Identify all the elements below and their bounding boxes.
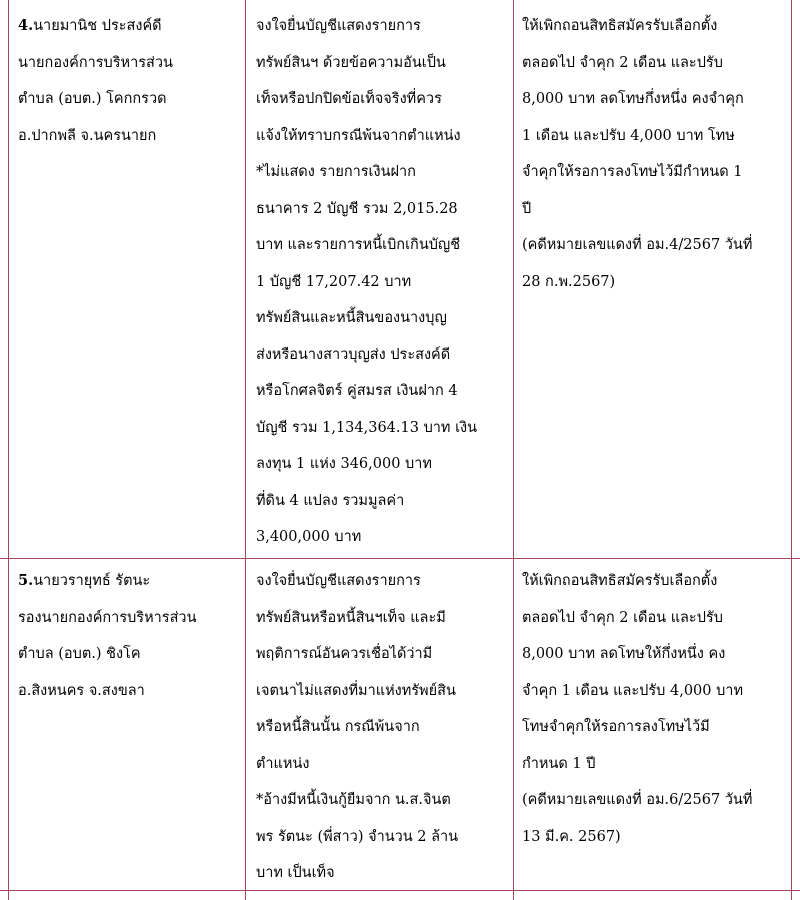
row-4-offense-line-10: ส่งหรือนางสาวบุญส่ง ประสงค์ดี bbox=[256, 346, 451, 363]
row-4-penalty-line-7: (คดีหมายเลขแดงที่ อม.4/2567 วันที่ bbox=[522, 237, 753, 253]
row-4-offense-line-2: ทรัพย์สินฯ ด้วยข้อความอันเป็น bbox=[256, 54, 446, 71]
row-4-offense-line-14: ที่ดิน 4 แปลง รวมมูลค่า bbox=[256, 492, 405, 509]
row-4-offense-line-6: ธนาคาร 2 บัญชี รวม 2,015.28 bbox=[256, 200, 458, 217]
row-5-offense-line-8: พร รัตนะ (พี่สาว) จำนวน 2 ล้าน bbox=[256, 828, 459, 845]
row-5-penalty-line-2: ตลอดไป จำคุก 2 เดือน และปรับ bbox=[522, 609, 723, 626]
row-5-name-line-4: อ.สิงหนคร จ.สงขลา bbox=[18, 682, 145, 699]
row-5-offense-cell bbox=[256, 563, 458, 892]
row-4-offense-line-1: จงใจยื่นบัญชีแสดงรายการ bbox=[256, 18, 421, 34]
row-5-penalty-line-1: ให้เพิกถอนสิทธิสมัครรับเลือกตั้ง bbox=[522, 573, 718, 589]
row-5-offense-line-2: ทรัพย์สินหรือหนี้สินฯเท็จ และมี bbox=[256, 609, 446, 626]
row-5-penalty-line-6: กำหนด 1 ปี bbox=[522, 755, 596, 772]
row-5-name-line-3: ตำบล (อบต.) ชิงโค bbox=[18, 646, 141, 662]
row-4-number: 4. bbox=[18, 17, 34, 34]
row-4-penalty-line-5: จำคุกให้รอการลงโทษไว้มีกำหนด 1 bbox=[522, 164, 743, 180]
row-5-offense-line-5: หรือหนี้สินนั้น กรณีพ้นจาก bbox=[256, 719, 420, 735]
row-4-name: นายมานิช ประสงค์ดี bbox=[33, 18, 162, 34]
row-4-offense-line-11: หรือโกศลจิตร์ คู่สมรส เงินฝาก 4 bbox=[256, 383, 458, 399]
row-5-offense-line-6: ตำแหน่ง bbox=[256, 755, 310, 772]
table-border-right bbox=[791, 0, 792, 900]
row-4-offense-cell bbox=[256, 8, 477, 556]
row-4-penalty-line-3: 8,000 บาท ลดโทษกึ่งหนึ่ง คงจำคุก bbox=[522, 91, 744, 107]
row-5-penalty-line-4: จำคุก 1 เดือน และปรับ 4,000 บาท bbox=[522, 682, 744, 699]
row-5-name-cell bbox=[18, 563, 197, 709]
row-4-penalty-line-4: 1 เดือน และปรับ 4,000 บาท โทษ bbox=[522, 127, 735, 144]
row-5-name-line-1 bbox=[18, 563, 197, 600]
row-4-offense-line-7: บาท และรายการหนี้เบิกเกินบัญชี bbox=[256, 237, 461, 253]
row-4-name-line-2: นายกองค์การบริหารส่วน bbox=[18, 54, 173, 71]
row-4-penalty-line-1: ให้เพิกถอนสิทธิสมัครรับเลือกตั้ง bbox=[522, 18, 718, 34]
row-5-penalty-line-5: โทษจำคุกให้รอการลงโทษไว้มี bbox=[522, 719, 710, 735]
row-4-name-line-1 bbox=[18, 8, 173, 45]
row-5-penalty-line-7: (คดีหมายเลขแดงที่ อม.6/2567 วันที่ bbox=[522, 792, 753, 808]
row-5-penalty-line-3: 8,000 บาท ลดโทษให้กึ่งหนึ่ง คง bbox=[522, 646, 726, 662]
row-divider bbox=[0, 558, 800, 559]
row-5-offense-line-3: พฤติการณ์อันควรเชื่อได้ว่ามี bbox=[256, 646, 433, 662]
row-5-name-line-2: รองนายกองค์การบริหารส่วน bbox=[18, 609, 197, 626]
row-4-penalty-line-8: 28 ก.พ.2567) bbox=[522, 273, 616, 290]
row-4-offense-line-3: เท็จหรือปกปิดข้อเท็จจริงที่ควร bbox=[256, 91, 442, 107]
row-4-offense-line-15: 3,400,000 บาท bbox=[256, 529, 362, 545]
column-divider-1 bbox=[245, 0, 246, 900]
row-4-offense-line-8: 1 บัญชี 17,207.42 บาท bbox=[256, 273, 412, 290]
row-4-name-cell bbox=[18, 8, 173, 154]
row-4-penalty-line-2: ตลอดไป จำคุก 2 เดือน และปรับ bbox=[522, 54, 723, 71]
row-5-penalty-line-8: 13 มี.ค. 2567) bbox=[522, 828, 621, 845]
column-divider-2 bbox=[513, 0, 514, 900]
row-4-offense-line-4: แจ้งให้ทราบกรณีพ้นจากตำแหน่ง bbox=[256, 127, 461, 144]
row-5-penalty-cell bbox=[522, 563, 752, 855]
row-4-name-line-4: อ.ปากพลี จ.นครนายก bbox=[18, 127, 157, 144]
row-5-offense-line-4: เจตนาไม่แสดงที่มาแห่งทรัพย์สิน bbox=[256, 682, 456, 699]
row-5-offense-line-9: บาท เป็นเท็จ bbox=[256, 865, 335, 881]
table-border-left bbox=[8, 0, 9, 900]
row-4-penalty-cell bbox=[522, 8, 752, 300]
row-4-offense-line-13: ลงทุน 1 แห่ง 346,000 บาท bbox=[256, 456, 432, 472]
row-4-offense-line-9: ทรัพย์สินและหนี้สินของนางบุญ bbox=[256, 310, 447, 326]
row-5-number: 5. bbox=[18, 572, 34, 589]
row-5-name: นายวรายุทธ์ รัตนะ bbox=[33, 573, 151, 589]
row-4-penalty-line-6: ปี bbox=[522, 200, 532, 217]
row-5-offense-line-7: *อ้างมีหนี้เงินกู้ยืมจาก น.ส.จินต bbox=[256, 792, 451, 808]
row-4-offense-line-5: *ไม่แสดง รายการเงินฝาก bbox=[256, 164, 416, 180]
row-4-name-line-3: ตำบล (อบต.) โคกกรวด bbox=[18, 91, 167, 107]
row-4-offense-line-12: บัญชี รวม 1,134,364.13 บาท เงิน bbox=[256, 419, 478, 436]
row-5-offense-line-1: จงใจยื่นบัญชีแสดงรายการ bbox=[256, 573, 421, 589]
